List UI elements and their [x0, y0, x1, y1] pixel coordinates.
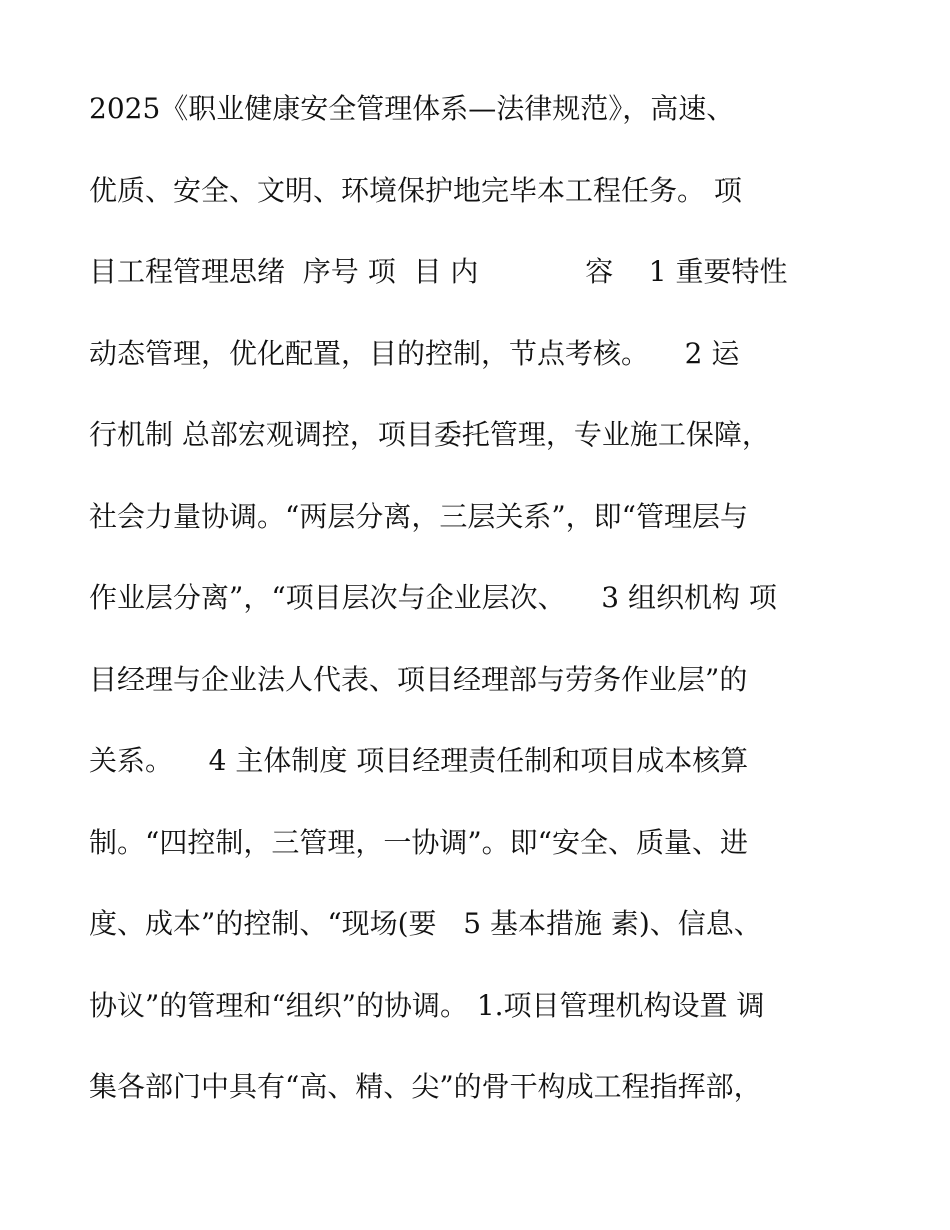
text-line: 作业层分离”，“项目层次与企业层次、 3 组织机构 项 — [89, 581, 777, 614]
text-line: 目工程管理思绪 序号 项 目 内 容 1 重要特性 — [89, 255, 788, 288]
text-line: 动态管理，优化配置，目的控制，节点考核。 2 运 — [89, 336, 740, 370]
text-line: 优质、安全、文明、环境保护地完毕本工程任务。 项 — [89, 173, 742, 207]
text-line: 协议”的管理和“组织”的协调。 1.项目管理机构设置 调 — [89, 988, 765, 1022]
text-line: 目经理与企业法人代表、项目经理部与劳务作业层”的 — [89, 662, 748, 696]
text-line: 集各部门中具有“高、精、尖”的骨干构成工程指挥部， — [89, 1070, 762, 1103]
text-line: 关系。 4 主体制度 项目经理责任制和项目成本核算 — [89, 744, 749, 777]
text-line: 度、成本”的控制、“现场(要 5 基本措施 素)、信息、 — [89, 907, 762, 940]
text-line: 行机制 总部宏观调控，项目委托管理，专业施工保障， — [89, 418, 770, 451]
text-line: 制。“四控制，三管理，一协调”。即“安全、质量、进 — [89, 825, 748, 859]
text-line: 2025《职业健康安全管理体系—法律规范》，高速、 — [89, 92, 735, 125]
text-line: 社会力量协调。“两层分离，三层关系”，即“管理层与 — [89, 499, 748, 533]
body-text — [89, 84, 869, 1144]
